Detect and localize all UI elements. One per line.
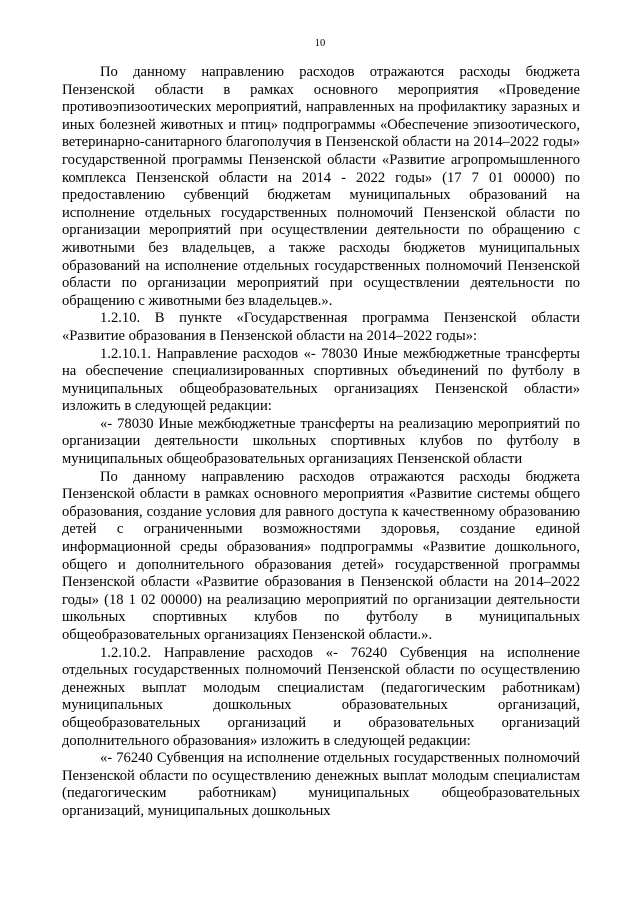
page-number: 10	[314, 38, 326, 49]
paragraph-item-1-2-10-1: 1.2.10.1. Направление расходов «- 78030 Иные межбюджетные трансферты на обеспечение специализированных спортивных объединений по футболу в муниципальных общеобразовательных организациях Пензенской области» изложить в следующей редакции:	[62, 345, 580, 415]
paragraph-78030-description: По данному направлению расходов отражаются расходы бюджета Пензенской области в рамках основного мероприятия «Развитие системы общего образования, создание условия для равного доступа к качественному образованию детей с ограниченными возможностями здоровья, создание единой информационной среды образования» подпрограммы «Развитие дошкольного, общего и дополнительного образования детей» государственной программы Пензенской области «Развитие образования в Пензенской области на 2014–2022 годы» (18 1 02 00000) на реализацию мероприятий по организации деятельности школьных спортивных клубов по футболу в муниципальных общеобразовательных организациях Пензенской области.».	[62, 468, 580, 643]
paragraph-expense-direction-description: По данному направлению расходов отражаются расходы бюджета Пензенской области в рамках основного мероприятия «Проведение противоэпизоотических мероприятий, направленных на профилактику заразных и иных болезней животных и птиц» подпрограммы «Обеспечение эпизоотического, ветеринарно-санитарного благополучия в Пензенской области на 2014–2022 годы» государственной программы Пензенской области «Развитие агропромышленного комплекса Пензенской области на 2014 - 2022 годы» (17 7 01 00000) по предоставлению субвенций бюджетам муниципальных образований на исполнение отдельных государственных полномочий Пензенской области по организации мероприятий при осуществлении деятельности по обращению с животными без владельцев, а также расходы бюджетов муниципальных образований на исполнение отдельных государственных полномочий Пензенской области по организации мероприятий при осуществлении деятельности по обращению с животными без владельцев.».	[62, 64, 580, 309]
document-body	[62, 64, 580, 821]
paragraph-item-1-2-10-2: 1.2.10.2. Направление расходов «- 76240 Субвенция на исполнение отдельных государственных полномочий Пензенской области по осуществлению денежных выплат молодым специалистам (педагогическим работникам) муниципальных дошкольных образовательных организаций, общеобразовательных организаций и образовательных организаций дополнительного образования» изложить в следующей редакции:	[62, 644, 580, 749]
paragraph-new-edition-78030: «- 78030 Иные межбюджетные трансферты на реализацию мероприятий по организации деятельности школьных спортивных клубов по футболу в муниципальных общеобразовательных организациях Пензенской области	[62, 415, 580, 468]
paragraph-item-1-2-10: 1.2.10. В пункте «Государственная программа Пензенской области «Развитие образования в Пензенской области на 2014–2022 годы»:	[62, 310, 580, 344]
paragraph-new-edition-76240: «- 76240 Субвенция на исполнение отдельных государственных полномочий Пензенской области по осуществлению денежных выплат молодым специалистам (педагогическим работникам) муниципальных общеобразовательных организаций, муниципальных дошкольных	[62, 750, 580, 819]
